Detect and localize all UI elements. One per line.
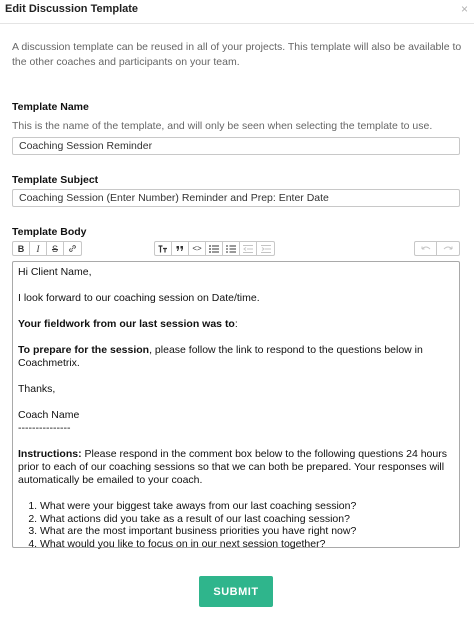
undo-icon[interactable] (415, 242, 437, 255)
prepare-rest: , please follow the link to respond to the questions below in Coachmetrix. (18, 344, 423, 369)
body-signature: Coach Name (18, 409, 80, 421)
body-prepare (18, 344, 454, 370)
code-button[interactable]: <> (189, 242, 206, 255)
body-line-1: I look forward to our coaching session on Date/time. (18, 292, 260, 304)
history-group (414, 241, 460, 256)
template-name-help: This is the name of the template, and will only be seen when selecting the template to use. (12, 120, 433, 132)
outdent-icon[interactable] (240, 242, 257, 255)
list-item: 1. What were your biggest take aways from our last coaching session? (40, 500, 454, 513)
heading-button[interactable] (155, 242, 172, 255)
template-body-label: Template Body (12, 226, 87, 238)
body-greeting: Hi Client Name, (18, 266, 92, 278)
template-body-editor[interactable] (12, 261, 460, 548)
submit-button[interactable]: SUBMIT (199, 576, 273, 607)
template-name-label: Template Name (12, 101, 89, 113)
template-subject-input[interactable]: Coaching Session (Enter Number) Reminder and Prep: Enter Date (12, 189, 460, 207)
link-icon[interactable] (64, 242, 81, 255)
template-subject-label: Template Subject (12, 174, 99, 186)
list-item: 2. What actions did you take as a result of our last coaching session? (40, 513, 454, 526)
italic-button[interactable]: I (30, 242, 47, 255)
bullet-list-icon[interactable] (206, 242, 223, 255)
questions-list (18, 500, 454, 550)
bold-button[interactable]: B (13, 242, 30, 255)
prepare-bold: To prepare for the session (18, 344, 150, 356)
block-format-group (154, 241, 275, 256)
intro-section (12, 40, 462, 70)
quote-button[interactable] (172, 242, 189, 255)
body-instructions (18, 448, 454, 487)
list-item: 4. What would you like to focus on in our next session together? (40, 538, 454, 551)
body-divider: --------------- (18, 422, 71, 434)
numbered-list-icon[interactable] (223, 242, 240, 255)
instructions-rest: Please respond in the comment box below to the following questions 24 hours prior to each of our coaching sessions so that we can both be prepared. Your responses will automatically be emailed to your coach. (18, 448, 447, 486)
modal-header (0, 0, 474, 24)
template-name-input[interactable]: Coaching Session Reminder (12, 137, 460, 155)
list-item: 3. What are the most important business priorities you have right now? (40, 525, 454, 538)
instructions-bold: Instructions: (18, 448, 82, 460)
strikethrough-button[interactable]: S (47, 242, 64, 255)
close-icon[interactable]: × (460, 2, 468, 16)
editor-toolbar (12, 241, 460, 256)
intro-text: A discussion template can be reused in all of your projects. This template will also be available to the other coaches and participants on your team. (12, 41, 462, 68)
indent-icon[interactable] (257, 242, 274, 255)
fieldwork-colon: : (234, 318, 238, 330)
body-thanks: Thanks, (18, 383, 56, 395)
modal-title: Edit Discussion Template (5, 3, 139, 15)
fieldwork-bold: Your fieldwork from our last session was to (18, 318, 235, 330)
body-fieldwork (18, 318, 454, 331)
redo-icon[interactable] (437, 242, 459, 255)
text-format-group (12, 241, 82, 256)
